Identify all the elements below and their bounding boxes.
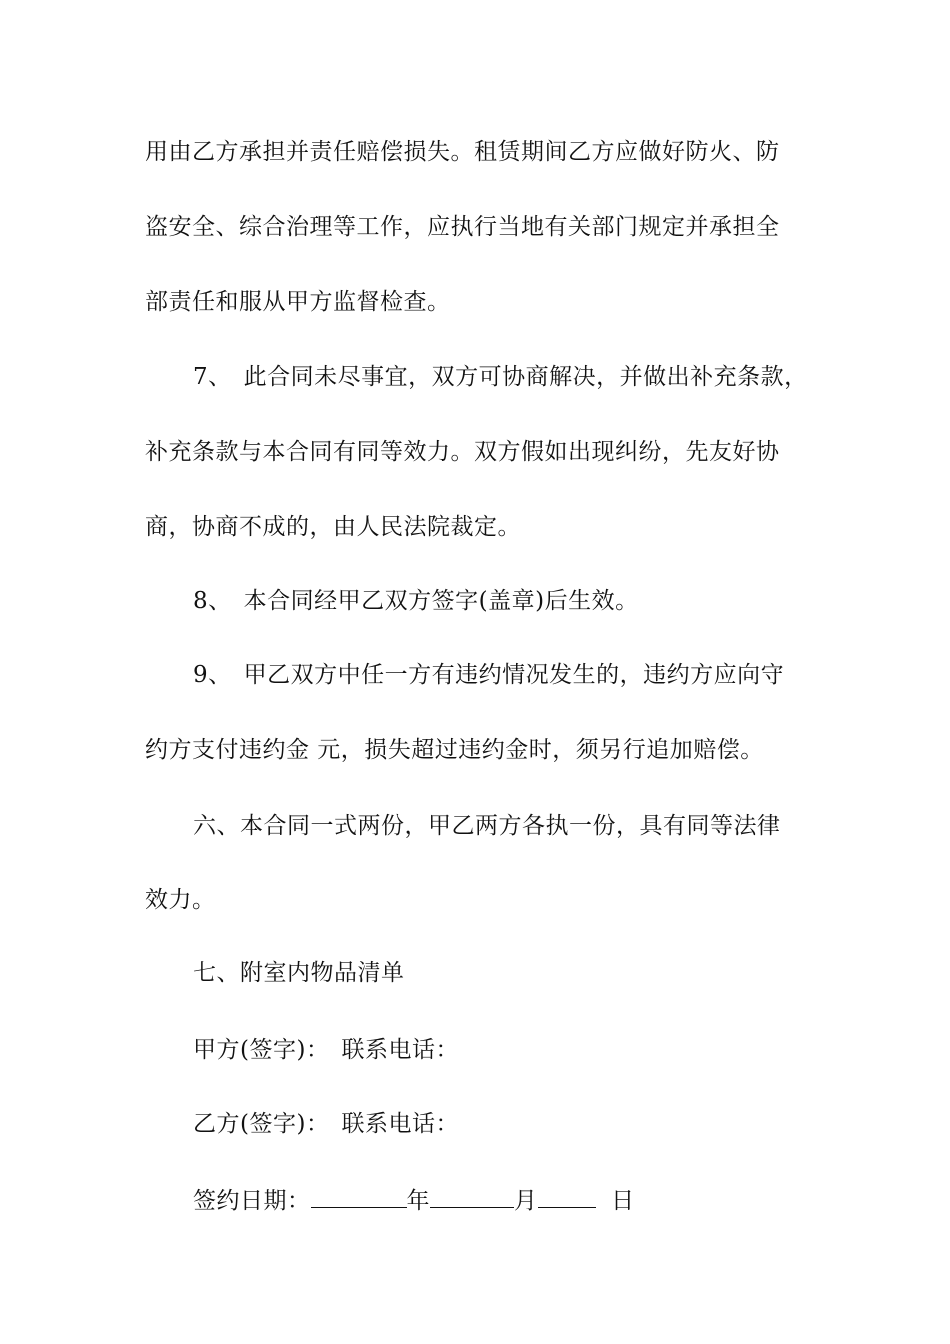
month-label: 月: [514, 1188, 538, 1214]
clause-7-line: 7、 此合同未尽事宜，双方可协商解决，并做出补充条款，: [193, 364, 808, 390]
paragraph-line: 补充条款与本合同有同等效力。双方假如出现纠纷，先友好协: [145, 439, 780, 465]
year-blank: [311, 1183, 407, 1208]
year-label: 年: [406, 1188, 430, 1214]
paragraph-line: 商，协商不成的，由人民法院裁定。: [145, 514, 521, 540]
clause-8-line: 8、 本合同经甲乙双方签字(盖章)后生效。: [193, 588, 639, 614]
day-blank: [538, 1183, 596, 1208]
section-7-line: 七、附室内物品清单: [193, 960, 405, 986]
clause-9-line: 9、 甲乙双方中任一方有违约情况发生的，违约方应向守: [193, 662, 785, 688]
section-6-line: 六、本合同一式两份，甲乙两方各执一份，具有同等法律: [193, 813, 781, 839]
party-b-signature-line: 乙方(签字)： 联系电话：: [193, 1111, 459, 1137]
paragraph-line: 约方支付违约金 元，损失超过违约金时，须另行追加赔偿。: [145, 737, 764, 763]
signing-date-line: [193, 1183, 873, 1216]
day-label: 日: [611, 1188, 635, 1214]
paragraph-line: 盗安全、综合治理等工作，应执行当地有关部门规定并承担全: [145, 214, 780, 240]
signing-date-label: 签约日期：: [193, 1188, 311, 1214]
paragraph-line: 部责任和服从甲方监督检查。: [145, 289, 451, 315]
paragraph-line: 用由乙方承担并责任赔偿损失。租赁期间乙方应做好防火、防: [145, 139, 780, 165]
month-blank: [430, 1183, 514, 1208]
party-a-signature-line: 甲方(签字)： 联系电话：: [193, 1037, 459, 1063]
paragraph-line: 效力。: [145, 887, 216, 913]
